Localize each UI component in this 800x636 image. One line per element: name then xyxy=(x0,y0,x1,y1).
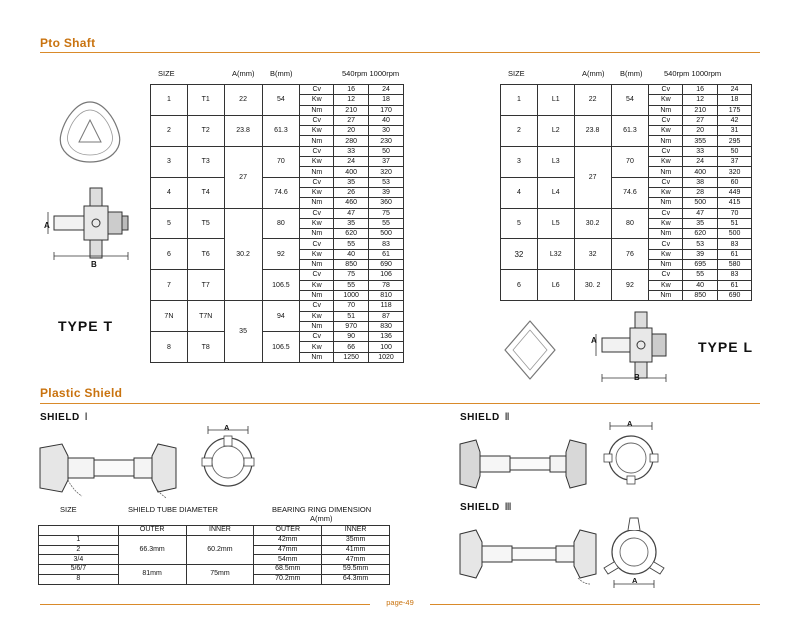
a-cell: 22 xyxy=(574,85,611,116)
section-rule xyxy=(40,403,760,404)
unit-cell: Cv xyxy=(649,208,683,218)
bearing-inner-cell: 59.5mm xyxy=(322,565,390,575)
value-cell: 970 xyxy=(334,321,369,331)
a-cell: 35 xyxy=(224,301,262,363)
value-cell: 90 xyxy=(334,332,369,342)
code-cell: L3 xyxy=(537,146,574,177)
shield-3-drawing xyxy=(458,524,598,584)
value-cell: 55 xyxy=(334,239,369,249)
value-cell: 320 xyxy=(369,167,404,177)
t-header-b: B(mm) xyxy=(270,69,293,78)
table-row xyxy=(501,177,752,187)
table-row xyxy=(151,115,404,125)
value-cell: 695 xyxy=(683,260,718,270)
value-cell: 460 xyxy=(334,198,369,208)
table-row xyxy=(501,146,752,156)
value-cell: 61 xyxy=(718,280,752,290)
table-row xyxy=(151,208,404,218)
a-cell: 32 xyxy=(574,239,611,270)
value-cell: 580 xyxy=(718,260,752,270)
value-cell: 850 xyxy=(334,260,369,270)
value-cell: 75 xyxy=(334,270,369,280)
value-cell: 500 xyxy=(369,229,404,239)
value-cell: 27 xyxy=(683,115,718,125)
shield-2-drawing xyxy=(458,436,588,492)
table-row xyxy=(39,535,390,545)
size-cell: 4 xyxy=(501,177,538,208)
code-cell: T2 xyxy=(187,115,224,146)
value-cell: 42 xyxy=(718,115,752,125)
shield-header-bearing: BEARING RING DIMENSION xyxy=(272,505,372,514)
value-cell: 30 xyxy=(369,126,404,136)
a-cell: 22 xyxy=(224,85,262,116)
value-cell: 61 xyxy=(718,249,752,259)
value-cell: 61 xyxy=(369,249,404,259)
col-header-inner: INNER xyxy=(322,526,390,536)
value-cell: 1020 xyxy=(369,352,404,362)
value-cell: 55 xyxy=(683,270,718,280)
value-cell: 355 xyxy=(683,136,718,146)
shield-dimension-table xyxy=(38,525,390,585)
unit-cell: Cv xyxy=(649,115,683,125)
value-cell: 280 xyxy=(334,136,369,146)
value-cell: 20 xyxy=(683,126,718,136)
dim-a-label: A xyxy=(632,576,638,585)
bearing-outer-cell: 54mm xyxy=(254,555,322,565)
value-cell: 39 xyxy=(683,249,718,259)
value-cell: 620 xyxy=(334,229,369,239)
code-cell: T7N xyxy=(187,301,224,332)
b-cell: 106.5 xyxy=(262,270,300,301)
unit-cell: Cv xyxy=(300,270,334,280)
code-cell: T8 xyxy=(187,332,224,363)
value-cell: 47 xyxy=(334,208,369,218)
value-cell: 83 xyxy=(718,270,752,280)
code-cell: L32 xyxy=(537,239,574,270)
size-cell: 7N xyxy=(151,301,188,332)
size-cell: 5 xyxy=(501,208,538,239)
bearing-inner-cell: 35mm xyxy=(322,535,390,545)
value-cell: 38 xyxy=(683,177,718,187)
tri-lobe-profile-drawing xyxy=(55,98,125,168)
type-t-label: TYPE T xyxy=(58,318,114,334)
b-cell: 94 xyxy=(262,301,300,332)
size-cell: 5 xyxy=(151,208,188,239)
unit-cell: Kw xyxy=(649,126,683,136)
b-cell: 106.5 xyxy=(262,332,300,363)
value-cell: 18 xyxy=(718,95,752,105)
type-t-table xyxy=(150,84,404,363)
shield-header-bearing-unit: A(mm) xyxy=(310,514,333,523)
unit-cell: Kw xyxy=(649,157,683,167)
size-cell: 5/6/7 xyxy=(39,565,119,575)
value-cell: 53 xyxy=(683,239,718,249)
unit-cell: Nm xyxy=(300,198,334,208)
value-cell: 320 xyxy=(718,167,752,177)
value-cell: 400 xyxy=(683,167,718,177)
value-cell: 500 xyxy=(683,198,718,208)
value-cell: 16 xyxy=(683,85,718,95)
unit-cell: Cv xyxy=(300,332,334,342)
value-cell: 449 xyxy=(718,187,752,197)
unit-cell: Cv xyxy=(300,301,334,311)
size-cell: 8 xyxy=(39,574,119,584)
code-cell: T3 xyxy=(187,146,224,177)
value-cell: 40 xyxy=(334,249,369,259)
code-cell: T1 xyxy=(187,85,224,116)
type-l-table xyxy=(500,84,752,301)
code-cell: L1 xyxy=(537,85,574,116)
value-cell: 39 xyxy=(369,187,404,197)
unit-cell: Kw xyxy=(300,249,334,259)
table-row xyxy=(39,526,390,536)
shield-1-label: SHIELD Ⅰ xyxy=(40,412,89,423)
value-cell: 47 xyxy=(683,208,718,218)
b-cell: 70 xyxy=(262,146,300,177)
value-cell: 690 xyxy=(369,260,404,270)
value-cell: 35 xyxy=(683,218,718,228)
l-header-rpm: 540rpm 1000rpm xyxy=(664,69,722,78)
b-cell: 80 xyxy=(262,208,300,239)
universal-joint-t-drawing xyxy=(40,182,140,270)
table-row xyxy=(151,332,404,342)
value-cell: 850 xyxy=(683,290,718,300)
value-cell: 175 xyxy=(718,105,752,115)
value-cell: 28 xyxy=(683,187,718,197)
dim-a-label: A xyxy=(591,336,597,345)
b-cell: 70 xyxy=(611,146,649,177)
value-cell: 66 xyxy=(334,342,369,352)
size-cell: 3/4 xyxy=(39,555,119,565)
value-cell: 24 xyxy=(718,85,752,95)
t-header-rpm: 540rpm 1000rpm xyxy=(342,69,400,78)
l-header-b: B(mm) xyxy=(620,69,643,78)
value-cell: 210 xyxy=(683,105,718,115)
unit-cell: Nm xyxy=(649,290,683,300)
value-cell: 35 xyxy=(334,177,369,187)
b-cell: 54 xyxy=(611,85,649,116)
a-cell: 23.8 xyxy=(224,115,262,146)
value-cell: 170 xyxy=(369,105,404,115)
value-cell: 1000 xyxy=(334,290,369,300)
value-cell: 100 xyxy=(369,342,404,352)
value-cell: 810 xyxy=(369,290,404,300)
value-cell: 70 xyxy=(334,301,369,311)
unit-cell: Cv xyxy=(649,146,683,156)
size-cell: 3 xyxy=(151,146,188,177)
unit-cell: Kw xyxy=(300,342,334,352)
unit-cell: Nm xyxy=(649,167,683,177)
col-header-outer: OUTER xyxy=(118,526,186,536)
dim-b-label: B xyxy=(91,260,97,269)
unit-cell: Nm xyxy=(300,352,334,362)
l-header-size: SIZE xyxy=(508,69,525,78)
unit-cell: Nm xyxy=(300,167,334,177)
value-cell: 31 xyxy=(718,126,752,136)
shield-header-tube: SHIELD TUBE DIAMETER xyxy=(128,505,218,514)
value-cell: 35 xyxy=(334,218,369,228)
tube-outer-cell: 81mm xyxy=(118,565,186,585)
code-cell: T4 xyxy=(187,177,224,208)
unit-cell: Nm xyxy=(300,321,334,331)
value-cell: 830 xyxy=(369,321,404,331)
unit-cell: Nm xyxy=(649,105,683,115)
value-cell: 50 xyxy=(718,146,752,156)
value-cell: 690 xyxy=(718,290,752,300)
shield-1-drawing xyxy=(38,436,178,502)
unit-cell: Kw xyxy=(300,218,334,228)
value-cell: 37 xyxy=(369,157,404,167)
col-header-inner: INNER xyxy=(186,526,254,536)
table-row xyxy=(501,208,752,218)
shield-2-ring-drawing xyxy=(600,420,666,486)
bearing-outer-cell: 70.2mm xyxy=(254,574,322,584)
dim-a-label: A xyxy=(44,221,50,230)
table-row xyxy=(151,177,404,187)
value-cell: 50 xyxy=(369,146,404,156)
value-cell: 118 xyxy=(369,301,404,311)
unit-cell: Cv xyxy=(649,239,683,249)
bearing-outer-cell: 42mm xyxy=(254,535,322,545)
code-cell: L5 xyxy=(537,208,574,239)
value-cell: 40 xyxy=(683,280,718,290)
unit-cell: Kw xyxy=(300,157,334,167)
a-cell: 23.8 xyxy=(574,115,611,146)
unit-cell: Kw xyxy=(649,187,683,197)
tube-inner-cell: 60.2mm xyxy=(186,535,254,564)
dim-b-label: B xyxy=(634,373,640,382)
size-cell: 3 xyxy=(501,146,538,177)
table-row xyxy=(151,146,404,156)
value-cell: 33 xyxy=(683,146,718,156)
b-cell: 54 xyxy=(262,85,300,116)
section-title-pto-shaft: Pto Shaft xyxy=(40,36,96,50)
code-cell: T6 xyxy=(187,239,224,270)
tube-inner-cell: 75mm xyxy=(186,565,254,585)
code-cell: T7 xyxy=(187,270,224,301)
unit-cell: Kw xyxy=(649,249,683,259)
b-cell: 76 xyxy=(611,239,649,270)
unit-cell: Kw xyxy=(300,280,334,290)
value-cell: 210 xyxy=(334,105,369,115)
value-cell: 18 xyxy=(369,95,404,105)
b-cell: 92 xyxy=(611,270,649,301)
unit-cell: Cv xyxy=(649,85,683,95)
unit-cell: Nm xyxy=(300,105,334,115)
unit-cell: Nm xyxy=(649,229,683,239)
unit-cell: Nm xyxy=(300,229,334,239)
size-cell: 2 xyxy=(39,545,119,555)
unit-cell: Nm xyxy=(300,290,334,300)
value-cell: 78 xyxy=(369,280,404,290)
table-row xyxy=(151,301,404,311)
unit-cell: Kw xyxy=(300,311,334,321)
unit-cell: Kw xyxy=(300,126,334,136)
table-row xyxy=(501,270,752,280)
size-cell: 1 xyxy=(501,85,538,116)
t-header-size: SIZE xyxy=(158,69,175,78)
unit-cell: Cv xyxy=(649,270,683,280)
unit-cell: Cv xyxy=(300,177,334,187)
table-row xyxy=(39,565,390,575)
value-cell: 55 xyxy=(334,280,369,290)
size-cell: 2 xyxy=(151,115,188,146)
value-cell: 24 xyxy=(334,157,369,167)
shield-1-ring-drawing xyxy=(196,424,262,492)
size-cell: 8 xyxy=(151,332,188,363)
a-cell: 30. 2 xyxy=(574,270,611,301)
value-cell: 1250 xyxy=(334,352,369,362)
value-cell: 16 xyxy=(334,85,369,95)
value-cell: 500 xyxy=(718,229,752,239)
table-row xyxy=(501,239,752,249)
bearing-inner-cell: 41mm xyxy=(322,545,390,555)
size-cell: 2 xyxy=(501,115,538,146)
b-cell: 74.6 xyxy=(611,177,649,208)
unit-cell: Kw xyxy=(300,95,334,105)
value-cell: 75 xyxy=(369,208,404,218)
unit-cell: Kw xyxy=(649,218,683,228)
b-cell: 61.3 xyxy=(262,115,300,146)
value-cell: 620 xyxy=(683,229,718,239)
value-cell: 295 xyxy=(718,136,752,146)
size-cell: 1 xyxy=(39,535,119,545)
shield-3-label: SHIELD Ⅲ xyxy=(460,502,513,513)
b-cell: 92 xyxy=(262,239,300,270)
b-cell: 74.6 xyxy=(262,177,300,208)
value-cell: 26 xyxy=(334,187,369,197)
a-cell: 27 xyxy=(224,146,262,208)
value-cell: 230 xyxy=(369,136,404,146)
value-cell: 51 xyxy=(334,311,369,321)
value-cell: 37 xyxy=(718,157,752,167)
unit-cell: Cv xyxy=(300,208,334,218)
unit-cell: Cv xyxy=(649,177,683,187)
unit-cell: Cv xyxy=(300,115,334,125)
size-cell: 7 xyxy=(151,270,188,301)
unit-cell: Nm xyxy=(649,260,683,270)
table-row xyxy=(501,85,752,95)
code-cell: L2 xyxy=(537,115,574,146)
dim-a-label: A xyxy=(224,423,230,432)
bearing-outer-cell: 47mm xyxy=(254,545,322,555)
unit-cell: Cv xyxy=(300,85,334,95)
value-cell: 83 xyxy=(369,239,404,249)
value-cell: 33 xyxy=(334,146,369,156)
size-cell: 6 xyxy=(151,239,188,270)
section-rule xyxy=(40,52,760,53)
col-header-outer: OUTER xyxy=(254,526,322,536)
unit-cell: Cv xyxy=(300,239,334,249)
code-cell: L6 xyxy=(537,270,574,301)
value-cell: 12 xyxy=(683,95,718,105)
value-cell: 83 xyxy=(718,239,752,249)
dim-a-label: A xyxy=(627,419,633,428)
unit-cell: Cv xyxy=(300,146,334,156)
bearing-inner-cell: 64.3mm xyxy=(322,574,390,584)
value-cell: 70 xyxy=(718,208,752,218)
code-cell: T5 xyxy=(187,208,224,239)
type-l-label: TYPE L xyxy=(698,339,754,355)
unit-cell: Nm xyxy=(300,260,334,270)
value-cell: 51 xyxy=(718,218,752,228)
value-cell: 55 xyxy=(369,218,404,228)
unit-cell: Nm xyxy=(300,136,334,146)
table-row xyxy=(501,115,752,125)
value-cell: 40 xyxy=(369,115,404,125)
value-cell: 24 xyxy=(683,157,718,167)
b-cell: 80 xyxy=(611,208,649,239)
unit-cell: Kw xyxy=(300,187,334,197)
a-cell: 30.2 xyxy=(224,208,262,301)
value-cell: 400 xyxy=(334,167,369,177)
value-cell: 87 xyxy=(369,311,404,321)
value-cell: 12 xyxy=(334,95,369,105)
value-cell: 106 xyxy=(369,270,404,280)
lemon-profile-drawing xyxy=(500,318,560,382)
size-cell: 32 xyxy=(501,239,538,270)
size-cell: 6 xyxy=(501,270,538,301)
value-cell: 60 xyxy=(718,177,752,187)
size-cell: 4 xyxy=(151,177,188,208)
value-cell: 360 xyxy=(369,198,404,208)
unit-cell: Nm xyxy=(649,198,683,208)
shield-header-size: SIZE xyxy=(60,505,77,514)
b-cell: 61.3 xyxy=(611,115,649,146)
shield-2-label: SHIELD Ⅱ xyxy=(460,412,511,423)
t-header-a: A(mm) xyxy=(232,69,255,78)
value-cell: 136 xyxy=(369,332,404,342)
value-cell: 20 xyxy=(334,126,369,136)
tube-outer-cell: 66.3mm xyxy=(118,535,186,564)
l-header-a: A(mm) xyxy=(582,69,605,78)
unit-cell: Kw xyxy=(649,280,683,290)
value-cell: 27 xyxy=(334,115,369,125)
section-title-plastic-shield: Plastic Shield xyxy=(40,386,123,400)
value-cell: 24 xyxy=(369,85,404,95)
table-row xyxy=(151,85,404,95)
a-cell: 30.2 xyxy=(574,208,611,239)
a-cell: 27 xyxy=(574,146,611,208)
page-number: page-49 xyxy=(370,598,430,607)
bearing-inner-cell: 47mm xyxy=(322,555,390,565)
unit-cell: Kw xyxy=(649,95,683,105)
table-row xyxy=(151,270,404,280)
value-cell: 53 xyxy=(369,177,404,187)
unit-cell: Nm xyxy=(649,136,683,146)
bearing-outer-cell: 68.5mm xyxy=(254,565,322,575)
code-cell: L4 xyxy=(537,177,574,208)
table-row xyxy=(151,239,404,249)
value-cell: 415 xyxy=(718,198,752,208)
size-cell: 1 xyxy=(151,85,188,116)
